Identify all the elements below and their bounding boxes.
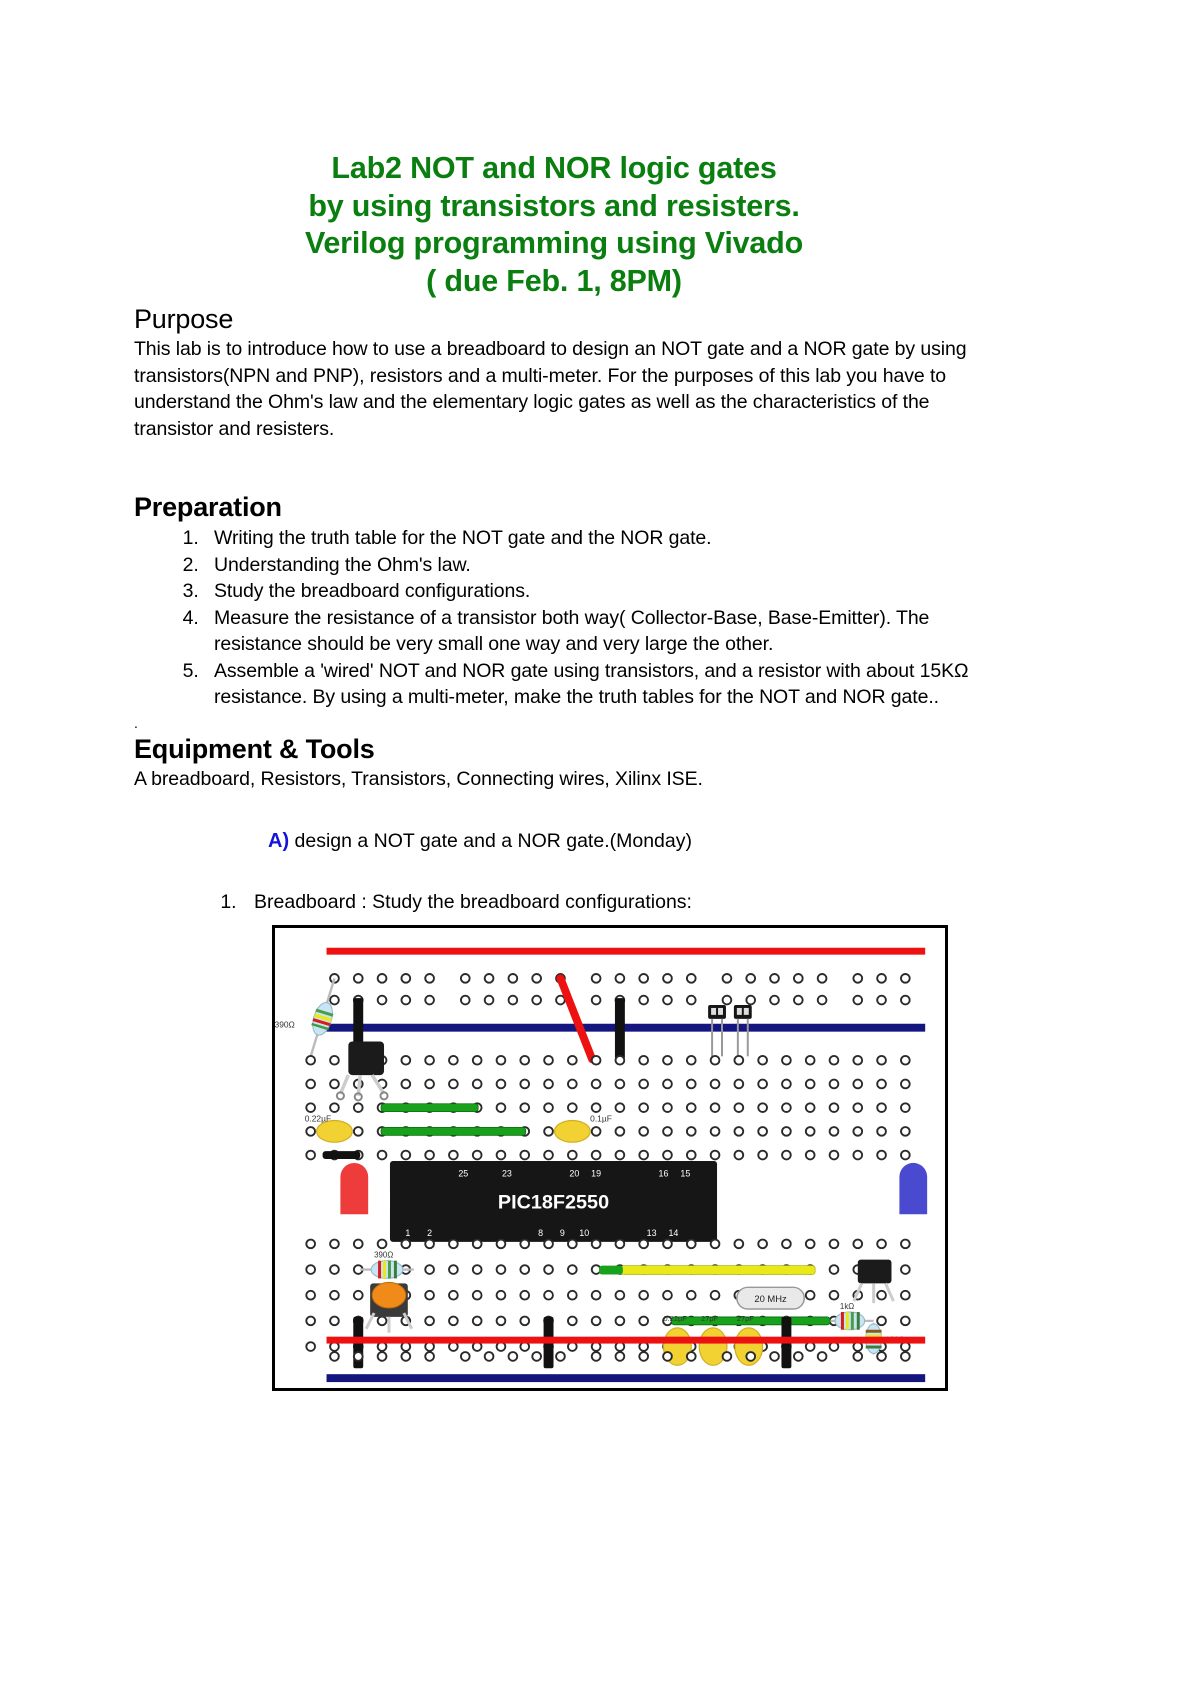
section-a-text: design a NOT gate and a NOR gate.(Monday) — [294, 830, 692, 852]
jumper-black-short — [323, 1151, 361, 1159]
document-content — [134, 150, 974, 1391]
ic-pin-label: 20 — [569, 1168, 580, 1179]
preparation-heading: Preparation — [134, 492, 282, 522]
ic-pin-label: 14 — [668, 1227, 679, 1238]
ic-pin-label: 15 — [680, 1168, 691, 1179]
resistor-390-lower-label: 390Ω — [374, 1250, 394, 1260]
ic-pin-label: 1 — [405, 1227, 411, 1238]
ic-pin-label: 16 — [658, 1168, 669, 1179]
stray-period: . — [134, 714, 138, 731]
ic-pin-label: 9 — [559, 1227, 565, 1238]
ic-pin-label: 25 — [458, 1168, 469, 1179]
ic-pic18f2550 — [384, 1161, 717, 1242]
jumper-green-stub — [599, 1266, 623, 1275]
ic-pin-label: 23 — [501, 1168, 512, 1179]
bottom-negative-rail — [327, 1374, 926, 1382]
top-negative-rail — [327, 1024, 926, 1032]
title-line-1: Lab2 NOT and NOR logic gates — [331, 151, 777, 185]
title-line-2: by using transistors and resisters. — [308, 188, 800, 223]
crystal-20mhz — [737, 1287, 804, 1309]
resistor-390-top-label: 390Ω — [275, 1019, 295, 1030]
page-title — [134, 150, 974, 300]
resistor-1k-label: 1kΩ — [839, 1302, 855, 1312]
list-item: 4. Measure the resistance of a transistor both way( Collector-Base, Base-Emitter). The resistance should be very small one way and very large the other. — [204, 605, 974, 658]
led-red — [340, 1163, 368, 1214]
capacitor-022uf-bottom-label: 0.22µF — [663, 1313, 687, 1323]
list-item: 1. Breadboard : Study the breadboard configurations: — [242, 889, 974, 916]
capacitor-27pf-2-label: 27pF — [736, 1313, 754, 1323]
capacitor-022uf-label: 0.22µF — [304, 1113, 332, 1124]
purpose-text: This lab is to introduce how to use a breadboard to design an NOT gate and a NOR gate by using transistors(NPN and PNP), resistors and a multi-meter. For the purposes of this lab you have to understand the Ohm's law and the elementary logic gates as well as the characteristics of the transistor and resisters. — [134, 338, 967, 440]
list-item: 2. Understanding the Ohm's law. — [204, 552, 974, 579]
steps-list — [134, 889, 974, 916]
list-item: 3. Study the breadboard configurations. — [204, 578, 974, 605]
equipment-heading: Equipment & Tools — [134, 733, 375, 764]
top-positive-rail — [327, 948, 926, 955]
equipment-text: A breadboard, Resistors, Transistors, Connecting wires, Xilinx ISE. — [134, 767, 703, 790]
jumper-green-2 — [381, 1127, 526, 1135]
breadboard-figure — [272, 925, 948, 1391]
title-line-3: Verilog programming using Vivado — [304, 226, 804, 260]
jumper-yellow-long — [621, 1266, 815, 1275]
led-blue — [899, 1163, 927, 1214]
jumper-green-1 — [381, 1104, 478, 1112]
ic-pin-label: 19 — [591, 1168, 602, 1179]
jumper-black-mid — [615, 998, 625, 1059]
section-a-label: A) — [268, 830, 290, 852]
list-item: 1. Writing the truth table for the NOT gate and the NOR gate. — [204, 525, 974, 552]
ic-pin-label: 8 — [538, 1227, 544, 1238]
title-line-4: ( due Feb. 1, 8PM) — [426, 263, 682, 298]
crystal-label: 20 MHz — [754, 1293, 787, 1305]
purpose-heading: Purpose — [134, 304, 234, 334]
ic-pin-label: 10 — [579, 1227, 590, 1238]
ic-label: PIC18F2550 — [497, 1191, 610, 1214]
breadboard-diagram — [275, 928, 945, 1388]
list-item: 5. Assemble a 'wired' NOT and NOR gate using transistors, and a resistor with about 15KΩ resistance. By using a multi-meter, make the truth tables for the NOT and NOR gate.. — [204, 658, 974, 711]
preparation-list — [134, 525, 974, 711]
ic-pin-label: 2 — [427, 1227, 433, 1238]
bottom-positive-rail — [327, 1337, 926, 1344]
section-a-line — [134, 828, 974, 855]
capacitor-01uf-label: 0.1µF — [590, 1113, 612, 1124]
ic-pin-label: 13 — [646, 1227, 657, 1238]
capacitor-27pf-1-label: 27pF — [701, 1313, 719, 1323]
